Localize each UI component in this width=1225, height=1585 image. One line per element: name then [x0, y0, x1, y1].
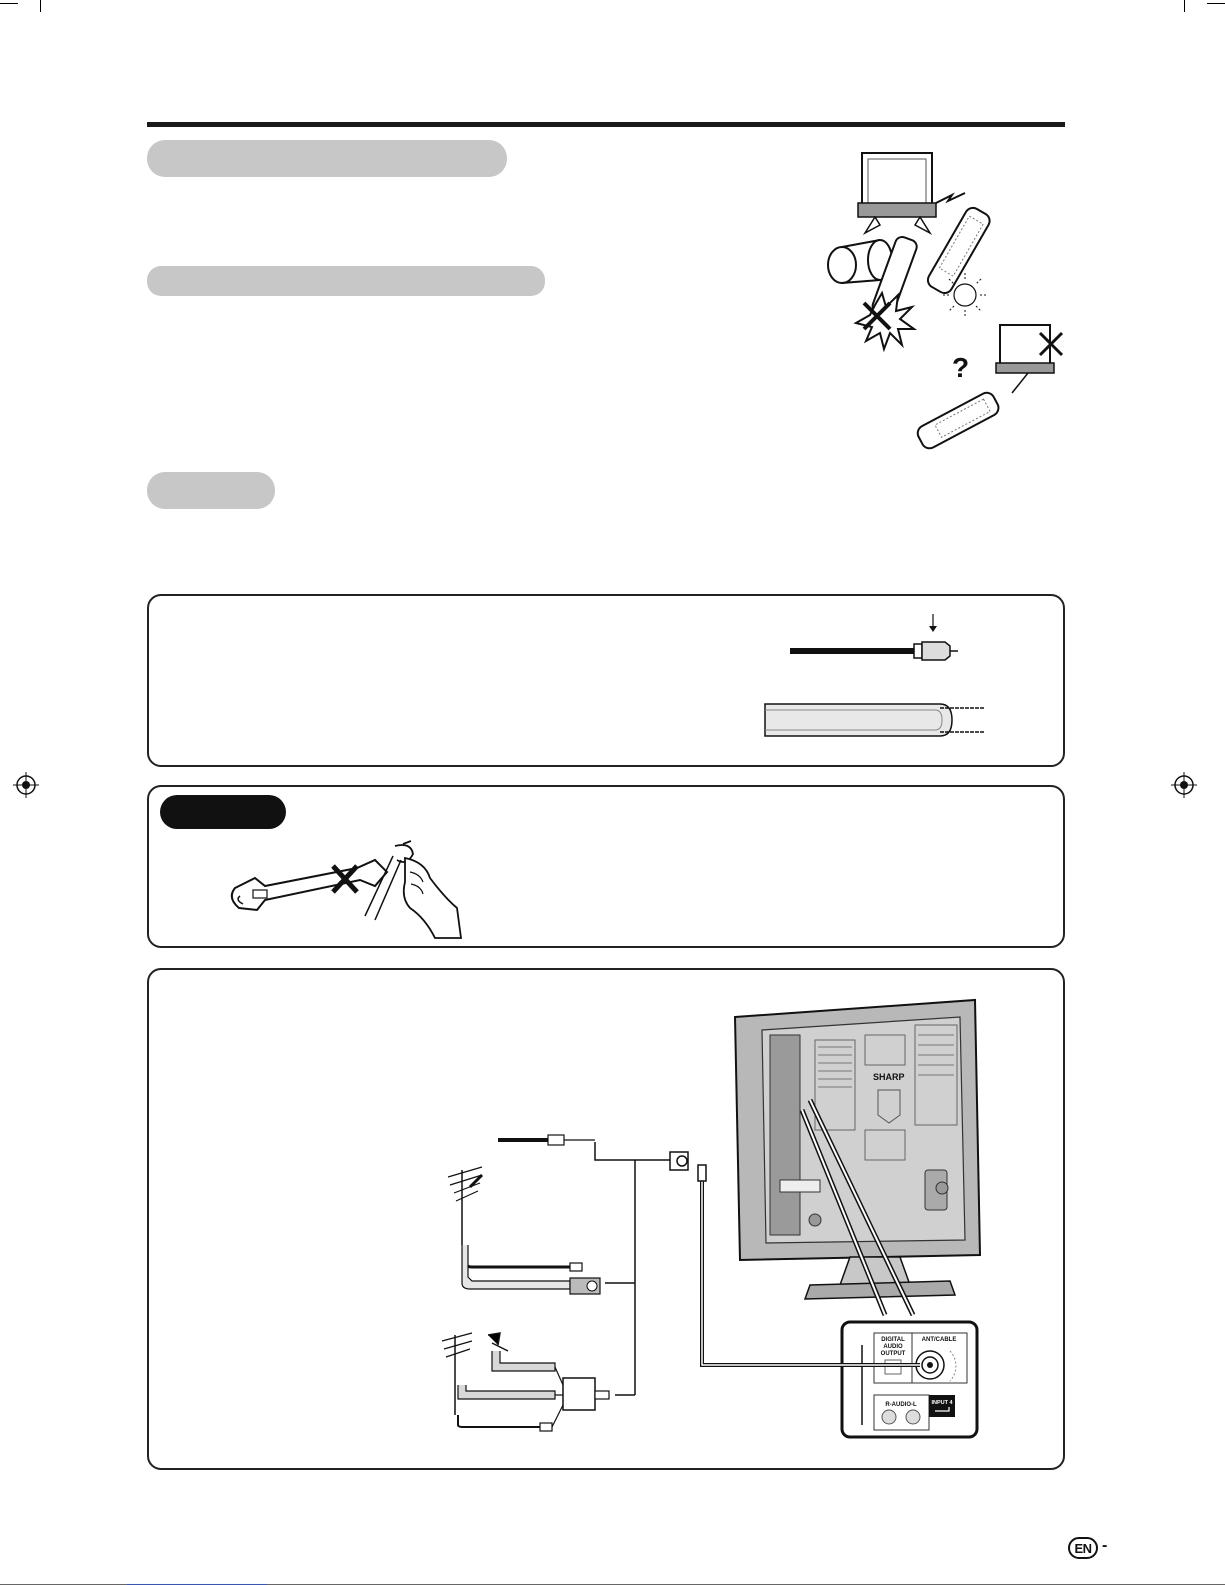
- hand-tightening-illustration: [365, 841, 461, 938]
- section-heading-pill-1: [147, 140, 507, 177]
- crop-mark-tl-v: [40, 0, 41, 12]
- tv-brand-logo: SHARP: [873, 1072, 905, 1082]
- svg-text:?: ?: [952, 352, 970, 383]
- coaxial-cable-illustration: [790, 642, 958, 660]
- section-heading-pill-2: [147, 266, 545, 296]
- remote-illustration-1: [925, 205, 993, 296]
- antenna-illustration-2: [442, 1333, 609, 1431]
- jack-label-input: INPUT 4: [931, 1400, 953, 1406]
- crop-mark-tr-v: [1184, 0, 1185, 12]
- page-number-dash: -: [1102, 1537, 1108, 1554]
- top-rule: [147, 122, 1065, 127]
- twin-lead-cable-illustration: [765, 704, 985, 736]
- jack-label-digital-3: OUTPUT: [880, 1351, 906, 1357]
- tv-stand: [805, 1257, 955, 1299]
- arrow-down-icon: [929, 614, 937, 632]
- language-badge: EN: [1068, 1537, 1098, 1559]
- caution-badge: [160, 795, 286, 829]
- wrench-vs-hand-illustration: [225, 838, 470, 943]
- coax-cable-top: [498, 1135, 595, 1145]
- impact-burst: [856, 293, 914, 349]
- coax-adapter: [670, 1152, 706, 1181]
- jack-panel-zoom: [842, 1322, 977, 1437]
- jack-label-digital-2: AUDIO: [883, 1344, 903, 1350]
- crop-mark-tr-h: [1207, 3, 1225, 4]
- jack-label-ant-cable: ANT/CABLE: [921, 1337, 957, 1343]
- tv-front-illustration-2: [996, 325, 1054, 393]
- remote-illustration-3: [915, 390, 1001, 451]
- antenna-connection-diagram: [430, 995, 1050, 1450]
- cable-illustration: [760, 612, 1000, 747]
- crop-mark-tl-h: [0, 3, 18, 4]
- antenna-illustration-1: [448, 1167, 600, 1294]
- jack-label-audio: R-AUDIO-L: [885, 1402, 917, 1408]
- tv-rear-illustration: [735, 1000, 980, 1299]
- tv-front-illustration: [858, 153, 965, 233]
- remote-usage-illustration: [820, 145, 1070, 475]
- wrench-illustration: [232, 860, 387, 910]
- registration-mark-icon-right: [1171, 772, 1197, 798]
- section-heading-pill-3: [147, 472, 275, 509]
- sun-icon: [943, 273, 987, 317]
- jack-label-digital-1: DIGITAL: [881, 1337, 905, 1343]
- registration-mark-icon: [13, 772, 39, 798]
- question-mark-icon: [952, 352, 969, 383]
